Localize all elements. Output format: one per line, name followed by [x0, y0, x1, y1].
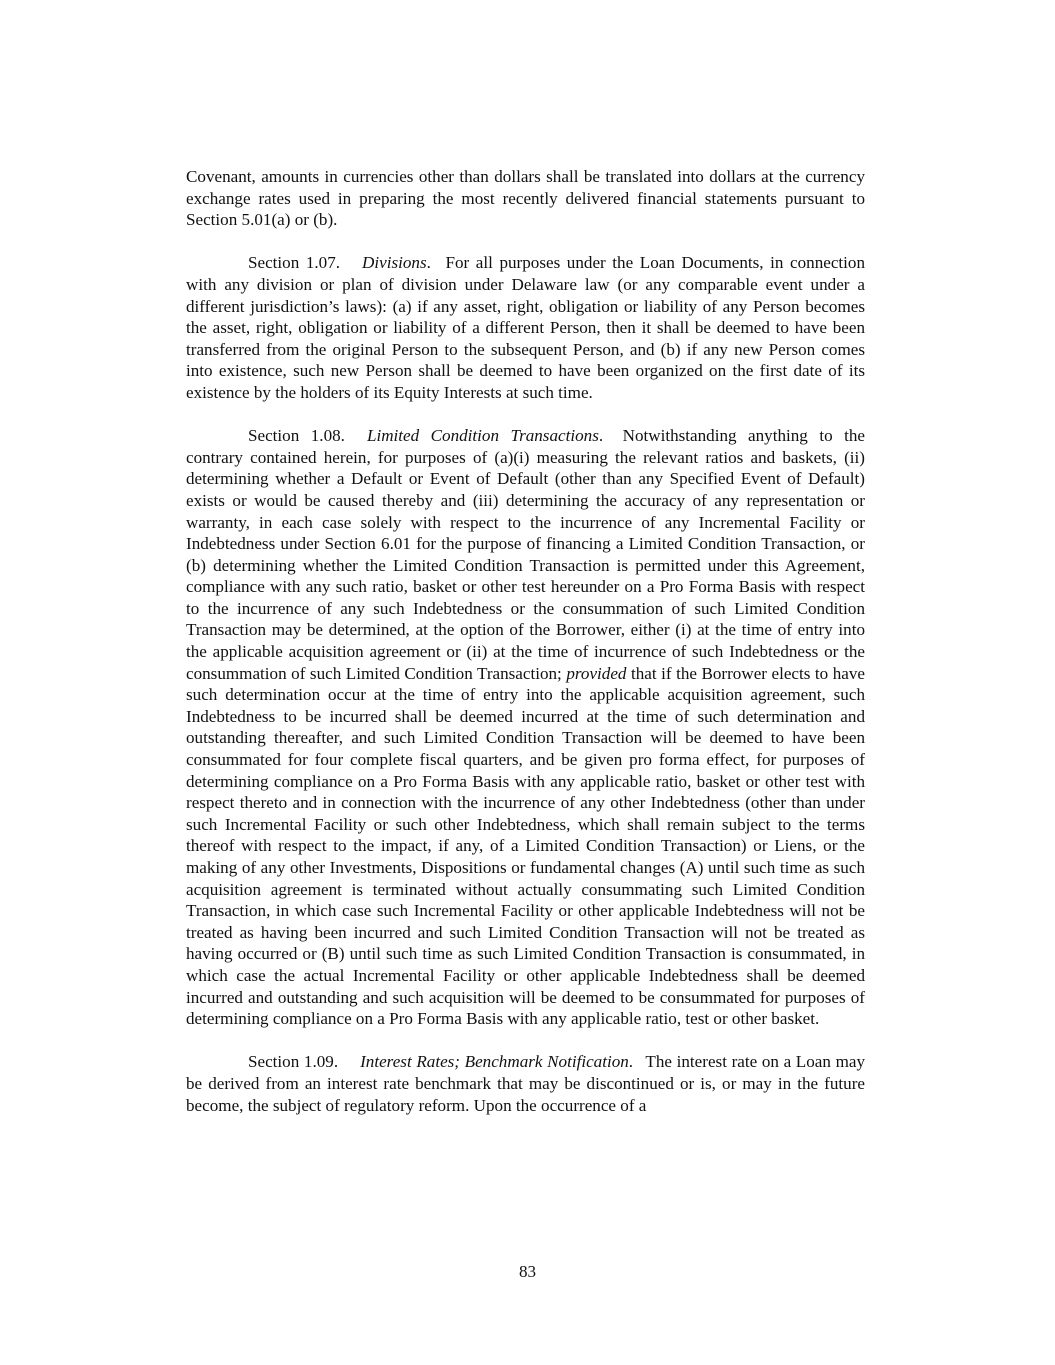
section-1-07-divisions — [186, 252, 865, 403]
section-title-period: . — [628, 1052, 634, 1072]
section-1-09-interest-rates — [186, 1051, 865, 1116]
document-page — [186, 166, 865, 1138]
section-1-08-limited-condition-transactions — [186, 425, 865, 1030]
provided-term: provided — [566, 663, 627, 683]
section-body-continued: that if the Borrower elects to have such determination occur at the time of entry into the applicable acquisition agreement, such Indebtedness to be incurred shall be deemed incurred at the time of such determination and outstanding thereafter, and such Limited Condition Transaction will be deemed to have been consummated for four complete fiscal quarters, and be given pro forma effect, for purposes of determining compliance on a Pro Forma Basis with any applicable ratio, basket or other test with respect thereto and in connection with the incurrence of any other Indebtedness (other than under such Incremental Facility or such other Indebtedness, which shall remain subject to the terms thereof with respect to the impact, if any, of a Limited Condition Transaction) or Liens, or the making of any other Investments, Dispositions or fundamental changes (A) until such time as such acquisition agreement is terminated without actually consummating such Limited Condition Transaction, in which case such Incremental Facility or other applicable Indebtedness will not be treated as having been incurred and such Limited Condition Transaction will not be treated as having occurred or (B) until such time as such Limited Condition Transaction is consummated, in which case the actual Incremental Facility or other applicable Indebtedness shall be deemed incurred and outstanding and such acquisition will be deemed to be consummated for purposes of determining compliance on a Pro Forma Basis with any applicable ratio, test or other basket. — [186, 663, 865, 1029]
paragraph-text: Covenant, amounts in currencies other than dollars shall be translated into dollars at the currency exchange rates used in preparing the most recently delivered financial statements pursuant to Section 5.01(a) or (b). — [186, 167, 865, 230]
section-number: Section 1.08. — [248, 426, 345, 446]
section-number: Section 1.07. — [248, 253, 341, 273]
section-body: For all purposes under the Loan Documents, in connection with any division or plan of division under Delaware law (or any comparable event under a different jurisdiction’s laws): (a) if any asset, right, obligation or liability of any Person becomes the asset, right, obligation or liability of a different Person, then it shall be deemed to have been transferred from the original Person to the subsequent Person, and (b) if any new Person comes into existence, such new Person shall be deemed to have been organized on the first date of its existence by the holders of its Equity Interests at such time. — [186, 253, 866, 402]
section-title-period: . — [426, 253, 431, 273]
section-title: Limited Condition Transactions — [366, 426, 599, 446]
section-title-period: . — [598, 426, 604, 446]
paragraph-continuation — [186, 166, 865, 231]
section-body: Notwithstanding anything to the contrary contained herein, for purposes of (a)(i) measuring the relevant ratios and baskets, (ii) determining whether a Default or Event of Default (other than any Specified Event of Default) exists or would be caused thereby and (iii) determining the accuracy of any representation or warranty, in each case solely with respect to the incurrence of any Incremental Facility or Indebtedness under Section 6.01 for the purpose of financing a Limited Condition Transaction, or (b) determining whether the Limited Condition Transaction is permitted under this Agreement, compliance with any such ratio, basket or other test hereunder on a Pro Forma Basis with respect to the incurrence of any such Indebtedness or the consummation of such Limited Condition Transaction may be determined, at the option of the Borrower, either (i) at the time of entry into the applicable acquisition agreement or (ii) at the time of incurrence of such Indebtedness or the consummation of such Limited Condition Transaction; — [186, 426, 865, 683]
section-body: The interest rate on a Loan may be derived from an interest rate benchmark that may be discontinued or is, or may in the future become, the subject of regulatory reform. Upon the occurrence of a — [186, 1052, 865, 1115]
section-number: Section 1.09. — [248, 1052, 339, 1072]
section-title: Divisions — [362, 253, 427, 273]
page-number: 83 — [518, 1262, 537, 1281]
section-title: Interest Rates; Benchmark Notification — [360, 1052, 629, 1072]
